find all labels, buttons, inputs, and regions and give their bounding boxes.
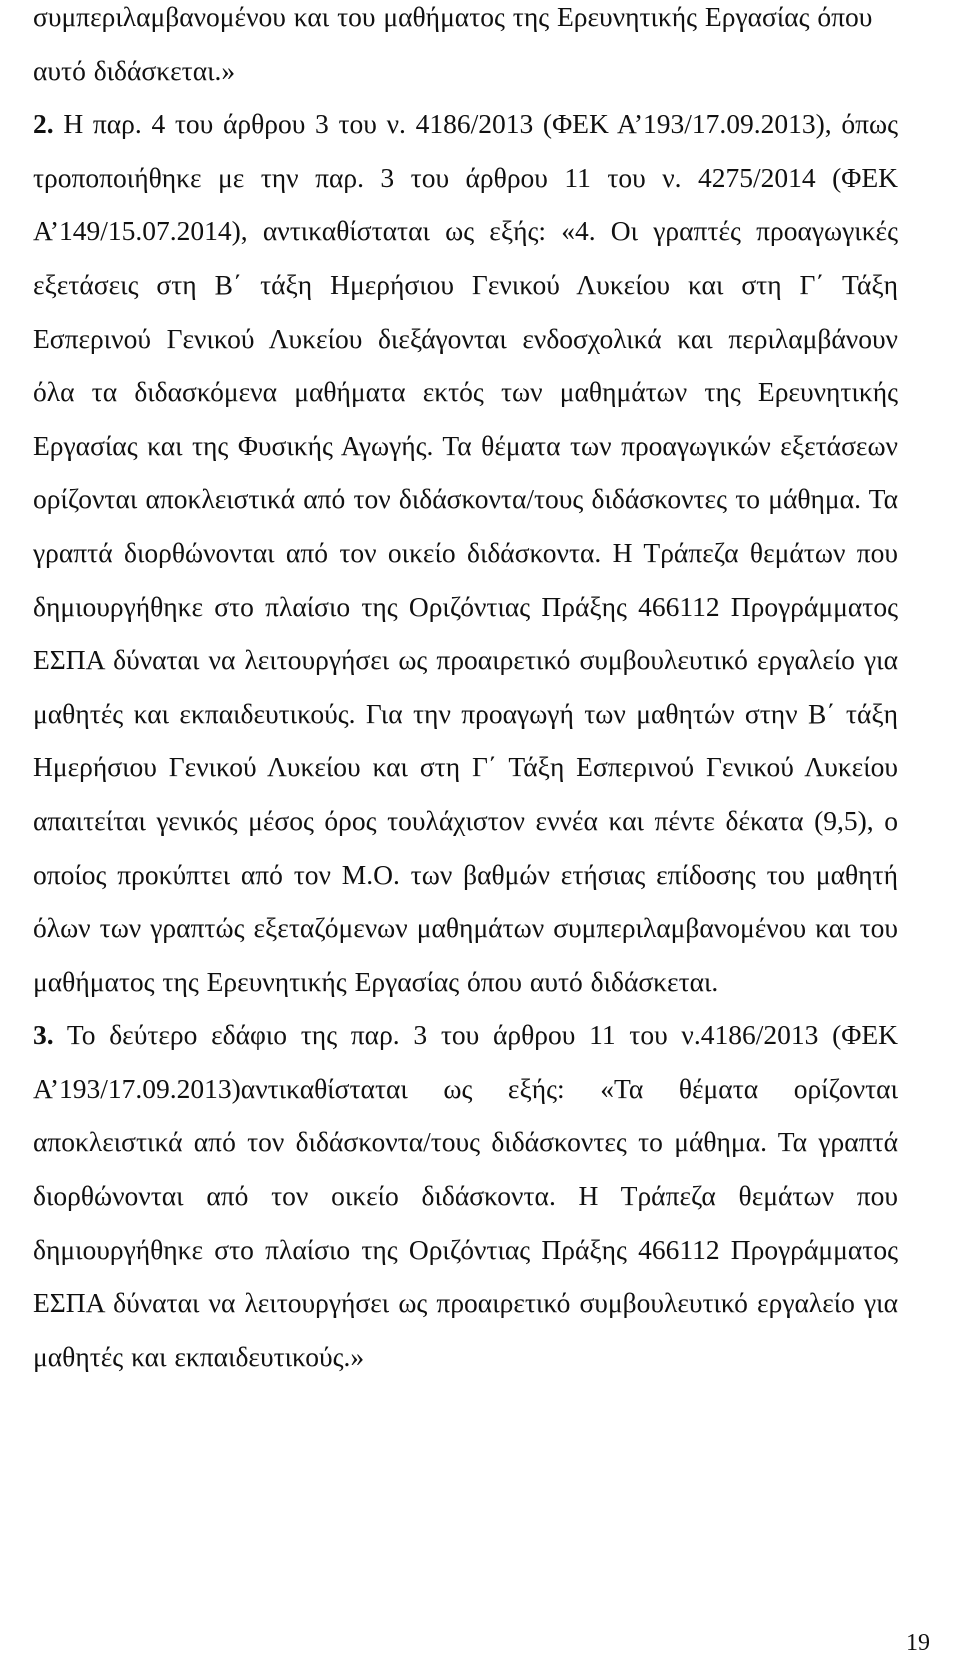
item-text-3: Το δεύτερο εδάφιο της παρ. 3 του άρθρου 11 του ν.4186/2013 (ΦΕΚ Α’193/17.09.2013)αντικαθίσταται ως εξής: «Τα θέματα ορίζονται αποκλειστικά από τον διδάσκοντα/τους διδάσκοντες το μάθημα. Τα γραπτά διορθώνονται από τον οικείο διδάσκοντα. Η Τράπεζα θεμάτων που δημιουργήθηκε στο πλαίσιο της Οριζόντιας Πράξης 466112 Προγράμματος ΕΣΠΑ δύναται να λειτουργήσει ως προαιρετικό συμβουλευτικό εργαλείο για μαθητές και εκπαιδευτικούς.» (33, 1019, 898, 1372)
paragraph-continuation-text: συμπεριλαμβανομένου και του μαθήματος της Ερευνητικής Εργασίας όπου αυτό διδάσκεται.» (33, 1, 873, 86)
item-text-2: Η παρ. 4 του άρθρου 3 του ν. 4186/2013 (ΦΕΚ Α’193/17.09.2013), όπως τροποποιήθηκε με την παρ. 3 του άρθρου 11 του ν. 4275/2014 (ΦΕΚ Α’149/15.07.2014), αντικαθίσταται ως εξής: «4. Οι γραπτές προαγωγικές εξετάσεις στη Β΄ τάξη Ημερήσιου Γενικού Λυκείου και στη Γ΄ Τάξη Εσπερινού Γενικού Λυκείου διεξάγονται ενδοσχολικά και περιλαμβάνουν όλα τα διδασκόμενα μαθήματα εκτός των μαθημάτων της Ερευνητικής Εργασίας και της Φυσικής Αγωγής. Τα θέματα των προαγωγικών εξετάσεων ορίζονται αποκλειστικά από τον διδάσκοντα/τους διδάσκοντες το μάθημα. Τα γραπτά διορθώνονται από τον οικείο διδάσκοντα. Η Τράπεζα θεμάτων που δημιουργήθηκε στο πλαίσιο της Οριζόντιας Πράξης 466112 Προγράμματος ΕΣΠΑ δύναται να λειτουργήσει ως προαιρετικό συμβουλευτικό εργαλείο για μαθητές και εκπαιδευτικούς. Για την προαγωγή των μαθητών στην Β΄ τάξη Ημερήσιου Γενικού Λυκείου και στη Γ΄ Τάξη Εσπερινού Γενικού Λυκείου απαιτείται γενικός μέσος όρος τουλάχιστον εννέα και πέντε δέκατα (9,5), ο οποίος προκύπτει από τον Μ.Ο. των βαθμών ετήσιας επίδοσης του μαθητή όλων των γραπτώς εξεταζόμενων μαθημάτων συμπεριλαμβανομένου και του μαθήματος της Ερευνητικής Εργασίας όπου αυτό διδάσκεται. (33, 108, 898, 997)
paragraph-continuation (33, 0, 898, 97)
paragraph-item-3 (33, 1008, 898, 1383)
item-number-2: 2. (33, 108, 54, 140)
item-number-3: 3. (33, 1019, 54, 1051)
paragraph-item-2 (33, 97, 898, 1008)
document-page (33, 0, 898, 1383)
page-number: 19 (906, 1630, 930, 1656)
